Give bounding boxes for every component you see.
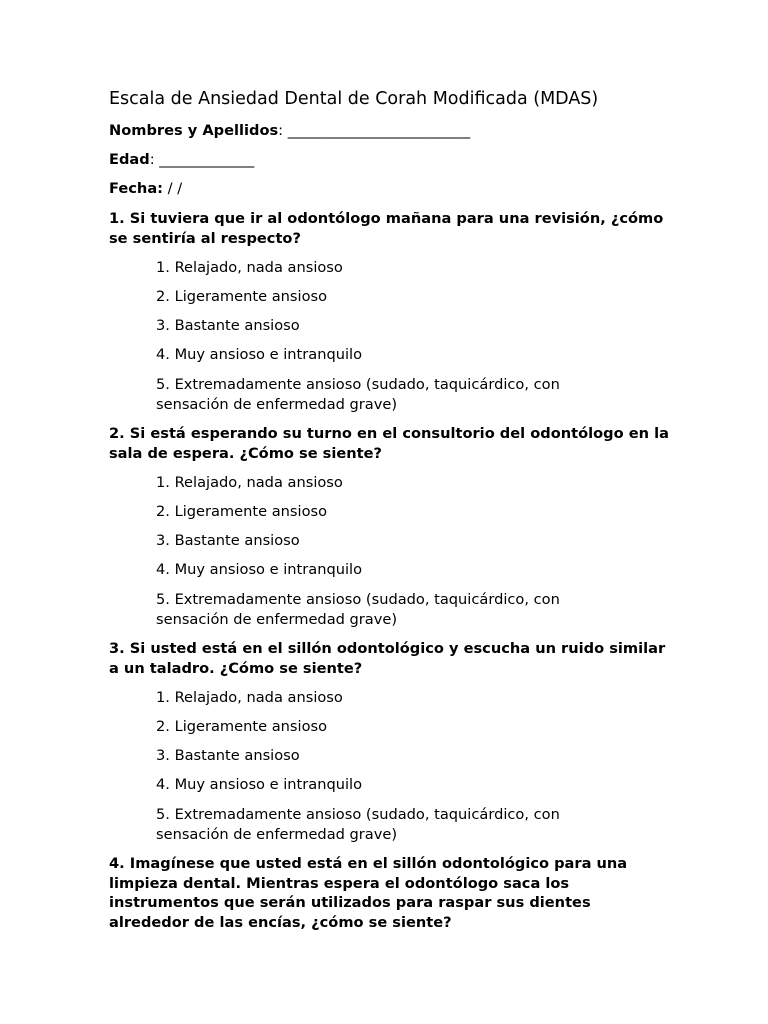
question-1-option-5: 5. Extremadamente ansioso (sudado, taquicárdico, con sensación de enfermedad grave) bbox=[156, 376, 560, 413]
question-1-option-4: 4. Muy ansioso e intranquilo bbox=[156, 346, 363, 363]
fecha-label: Fecha: bbox=[109, 180, 163, 197]
question-3-option-3: 3. Bastante ansioso bbox=[156, 747, 300, 764]
question-1-option-1: 1. Relajado, nada ansioso bbox=[156, 259, 343, 276]
nombres-label: Nombres y Apellidos bbox=[109, 122, 279, 139]
fecha-blank: / / bbox=[163, 180, 183, 197]
edad-label: Edad bbox=[109, 151, 150, 168]
question-2-option-2: 2. Ligeramente ansioso bbox=[156, 503, 328, 520]
question-3-option-2: 2. Ligeramente ansioso bbox=[156, 718, 328, 735]
question-3: 3. Si usted está en el sillón odontológico y escucha un ruido similar a un taladro. ¿Cómo se siente? bbox=[109, 640, 666, 677]
question-3-option-1: 1. Relajado, nada ansioso bbox=[156, 689, 343, 706]
edad-field bbox=[109, 150, 254, 170]
question-3-option-4: 4. Muy ansioso e intranquilo bbox=[156, 776, 363, 793]
question-2-option-3: 3. Bastante ansioso bbox=[156, 532, 300, 549]
fecha-field bbox=[109, 179, 182, 199]
question-4: 4. Imagínese que usted está en el sillón odontológico para una limpieza dental. Mientras espera el odontólogo saca los instrumentos que serán utilizados para raspar sus dientes alrededor de las encías, ¿cómo se siente? bbox=[109, 855, 628, 931]
question-2: 2. Si está esperando su turno en el consultorio del odontólogo en la sala de espera. ¿Cómo se siente? bbox=[109, 425, 669, 462]
document-title: Escala de Ansiedad Dental de Corah Modificada (MDAS) bbox=[109, 89, 599, 109]
nombres-field bbox=[109, 121, 470, 141]
question-3-option-5: 5. Extremadamente ansioso (sudado, taquicárdico, con sensación de enfermedad grave) bbox=[156, 806, 560, 843]
question-2-option-4: 4. Muy ansioso e intranquilo bbox=[156, 561, 363, 578]
question-2-option-1: 1. Relajado, nada ansioso bbox=[156, 474, 343, 491]
question-1: 1. Si tuviera que ir al odontólogo mañana para una revisión, ¿cómo se sentiría al respecto? bbox=[109, 210, 664, 247]
edad-blank: : _____________ bbox=[149, 151, 255, 168]
question-2-option-5: 5. Extremadamente ansioso (sudado, taquicárdico, con sensación de enfermedad grave) bbox=[156, 591, 560, 628]
nombres-blank: : _________________________ bbox=[278, 122, 471, 139]
question-1-option-3: 3. Bastante ansioso bbox=[156, 317, 300, 334]
question-1-option-2: 2. Ligeramente ansioso bbox=[156, 288, 328, 305]
